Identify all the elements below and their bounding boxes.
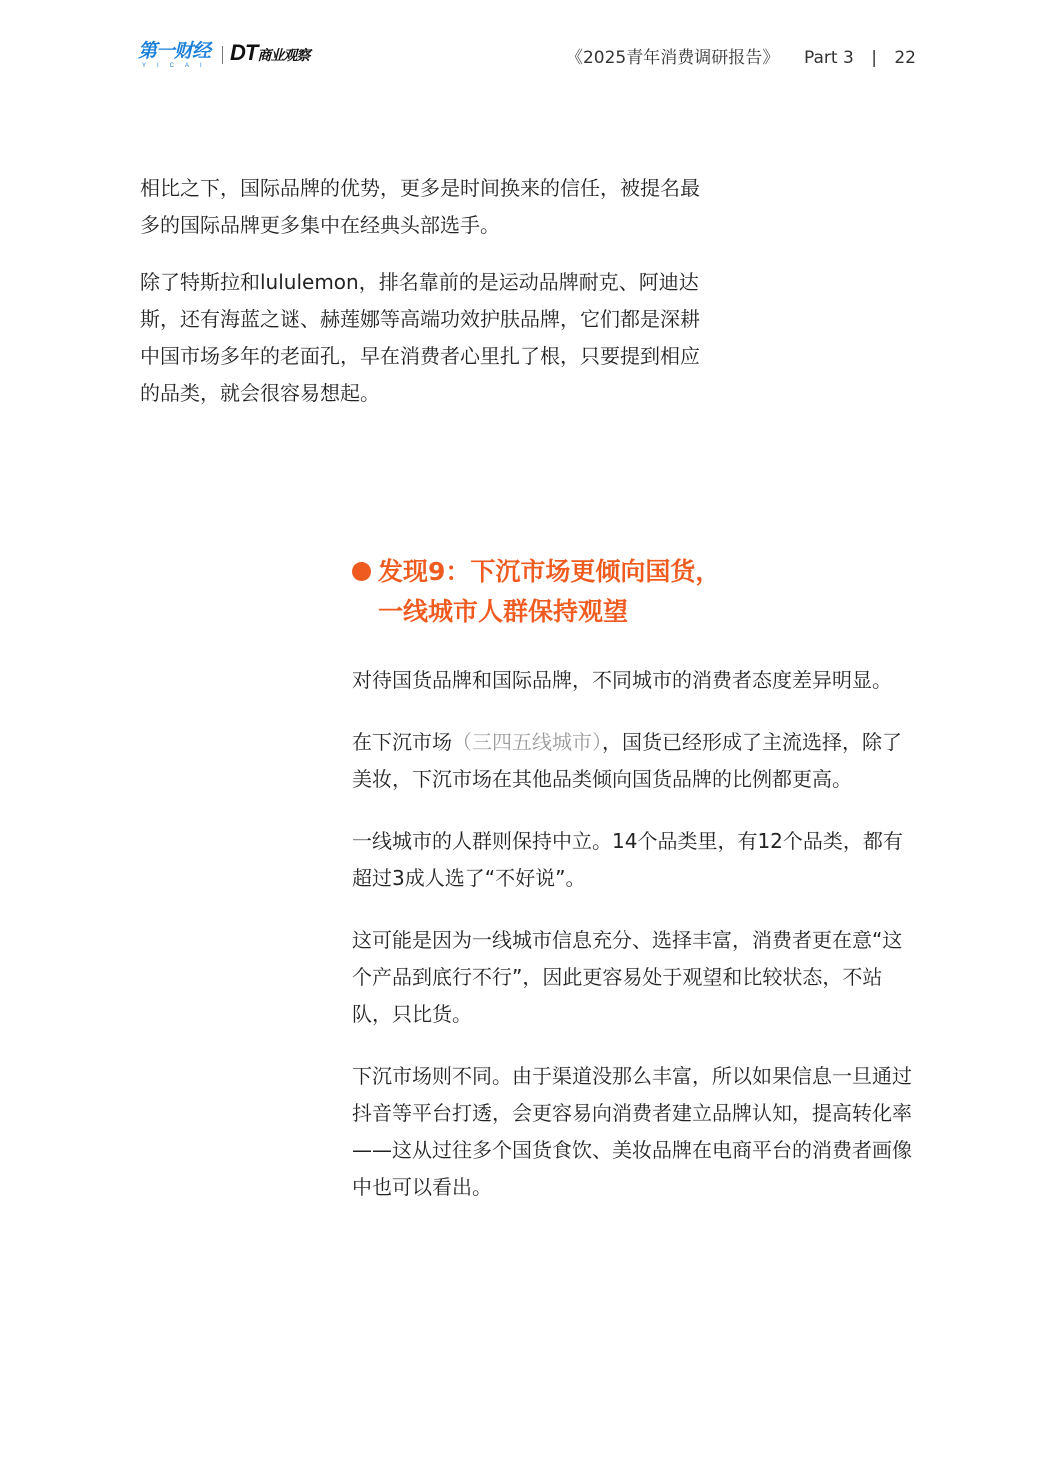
finding-paragraph: 一线城市的人群则保持中立。14个品类里，有12个品类，都有超过3成人选了“不好说”。 [352,829,903,890]
finding-paragraph: 这可能是因为一线城市信息充分、选择丰富，消费者更在意“这个产品到底行不行”，因此更容易处于观望和比较状态，不站队，只比货。 [352,928,903,1026]
finding-paragraph [352,724,917,798]
intro-paragraph: 除了特斯拉和lululemon，排名靠前的是运动品牌耐克、阿迪达斯，还有海蓝之谜、赫莲娜等高端功效护肤品牌，它们都是深耕中国市场多年的老面孔，早在消费者心里扎了根，只要提到相应的品类，就会很容易想起。 [140,270,700,405]
dt-logo-mark: DT [230,40,258,65]
finding-section [352,552,932,1231]
intro-section [140,170,710,432]
bullet-dot-icon [352,562,371,581]
logo-divider [222,46,223,64]
finding-text: 在下沉市场 [352,730,452,754]
yicai-logo-cn: 第一财经 [138,40,211,62]
part-label: Part 3 [804,48,854,68]
finding-heading [352,552,932,632]
finding-paragraph: 对待国货品牌和国际品牌，不同城市的消费者态度差异明显。 [352,668,892,692]
header-separator: | [871,48,877,68]
dt-logo [230,40,309,68]
finding-text: ，国货已经形成了主流选择，除了美妆，下沉市场在其他品类倾向国货品牌的比例都更高。 [352,730,902,791]
dt-logo-sub: 商业观察 [257,48,310,64]
page-header [0,0,1050,110]
finding-paragraph: 下沉市场则不同。由于渠道没那么丰富，所以如果信息一旦通过抖音等平台打透，会更容易向消费者建立品牌认知，提高转化率——这从过往多个国货食饮、美妆品牌在电商平台的消费者画像中也可以看出。 [352,1064,912,1199]
finding-note: （三四五线城市） [452,730,602,754]
finding-heading-line1: 发现9：下沉市场更倾向国货， [378,557,721,586]
header-report-info [566,43,916,68]
report-title: 《2025青年消费调研报告》 [565,48,780,68]
intro-paragraph: 相比之下，国际品牌的优势，更多是时间换来的信任，被提名最多的国际品牌更多集中在经典头部选手。 [140,176,700,237]
yicai-logo-en: YICAI [142,63,213,69]
finding-heading-line2: 一线城市人群保持观望 [378,597,629,626]
finding-body [352,662,917,1206]
page-number: 22 [894,48,916,68]
yicai-logo [138,40,216,72]
